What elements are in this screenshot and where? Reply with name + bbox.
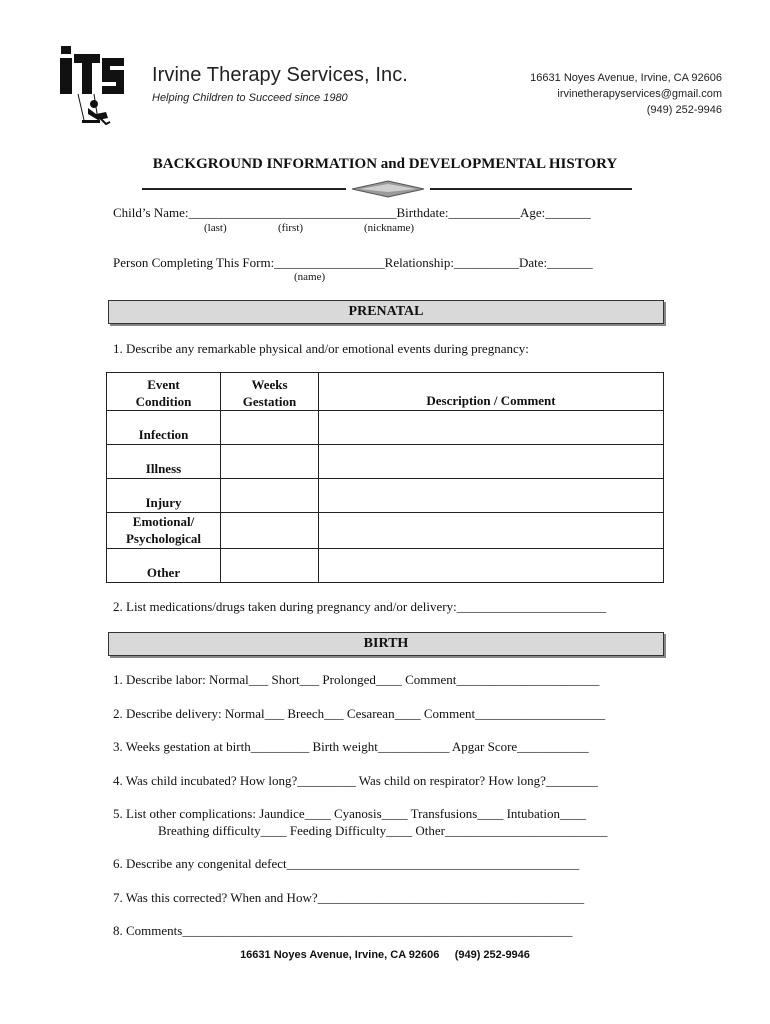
birth-question-6[interactable]: 6. Describe any congenital defect_____________________________________________ xyxy=(113,856,580,871)
header-contact xyxy=(530,70,722,118)
birth-question-8[interactable]: 8. Comments____________________________________________________________ xyxy=(113,923,573,938)
table-row xyxy=(107,549,664,583)
event-infection: Infection xyxy=(107,411,221,445)
weeks-cell[interactable] xyxy=(221,445,319,479)
birth-question-7[interactable]: 7. Was this corrected? When and How?_________________________________________ xyxy=(113,890,585,905)
description-cell[interactable] xyxy=(319,445,664,479)
header-address: 16631 Noyes Avenue, Irvine, CA 92606 xyxy=(530,72,722,84)
birth-question-5[interactable]: 5. List other complications: Jaundice____ Cyanosis____ Transfusions____ Intubation____ xyxy=(113,806,587,821)
weeks-cell[interactable] xyxy=(221,411,319,445)
table-row xyxy=(107,479,664,513)
birth-question-3[interactable]: 3. Weeks gestation at birth_________ Birth weight___________ Apgar Score___________ xyxy=(113,739,589,754)
label-nickname: (nickname) xyxy=(364,222,415,234)
prenatal-section-header: PRENATAL xyxy=(108,300,664,324)
document-title: BACKGROUND INFORMATION and DEVELOPMENTAL HISTORY xyxy=(152,156,618,172)
title-divider-ornament xyxy=(140,180,634,198)
description-cell[interactable] xyxy=(319,479,664,513)
header-description-comment: Description / Comment xyxy=(319,373,664,411)
description-cell[interactable] xyxy=(319,549,664,583)
event-other: Other xyxy=(107,549,221,583)
company-name: Irvine Therapy Services, Inc. xyxy=(152,64,408,86)
its-logo-icon xyxy=(58,44,126,130)
prenatal-question-1: 1. Describe any remarkable physical and/or emotional events during pregnancy: xyxy=(113,341,529,356)
label-name: (name) xyxy=(294,271,326,283)
birth-question-1[interactable]: 1. Describe labor: Normal___ Short___ Prolonged____ Comment______________________ xyxy=(113,672,600,687)
page-footer xyxy=(0,949,770,961)
footer-address: 16631 Noyes Avenue, Irvine, CA 92606 xyxy=(240,949,440,961)
footer-phone: (949) 252-9946 xyxy=(454,949,530,961)
person-completing-line[interactable]: Person Completing This Form:_________________Relationship:__________Date:_______ xyxy=(113,255,593,270)
header-weeks-gestation: Weeks Gestation xyxy=(221,373,319,411)
company-tagline: Helping Children to Succeed since 1980 xyxy=(152,92,348,104)
event-emotional-psychological: Emotional/ Psychological xyxy=(107,513,221,549)
description-cell[interactable] xyxy=(319,513,664,549)
description-cell[interactable] xyxy=(319,411,664,445)
prenatal-question-2[interactable]: 2. List medications/drugs taken during pregnancy and/or delivery:_______________________ xyxy=(113,599,607,614)
header-email: irvinetherapyservices@gmail.com xyxy=(557,88,722,100)
table-row xyxy=(107,411,664,445)
birth-question-5-continued[interactable]: Breathing difficulty____ Feeding Difficulty____ Other_________________________ xyxy=(158,823,608,838)
weeks-cell[interactable] xyxy=(221,513,319,549)
prenatal-events-table xyxy=(106,372,664,583)
label-last: (last) xyxy=(204,222,227,234)
table-row xyxy=(107,513,664,549)
event-injury: Injury xyxy=(107,479,221,513)
childs-name-line[interactable]: Child’s Name:________________________________Birthdate:___________Age:_______ xyxy=(113,205,591,220)
label-first: (first) xyxy=(278,222,304,234)
header-event-condition: Event Condition xyxy=(107,373,221,411)
table-row xyxy=(107,445,664,479)
weeks-cell[interactable] xyxy=(221,479,319,513)
birth-question-4[interactable]: 4. Was child incubated? How long?_________ Was child on respirator? How long?________ xyxy=(113,773,598,788)
birth-question-2[interactable]: 2. Describe delivery: Normal___ Breech___ Cesarean____ Comment____________________ xyxy=(113,706,606,721)
birth-section-header: BIRTH xyxy=(108,632,664,656)
event-illness: Illness xyxy=(107,445,221,479)
header-phone: (949) 252-9946 xyxy=(646,104,722,116)
weeks-cell[interactable] xyxy=(221,549,319,583)
